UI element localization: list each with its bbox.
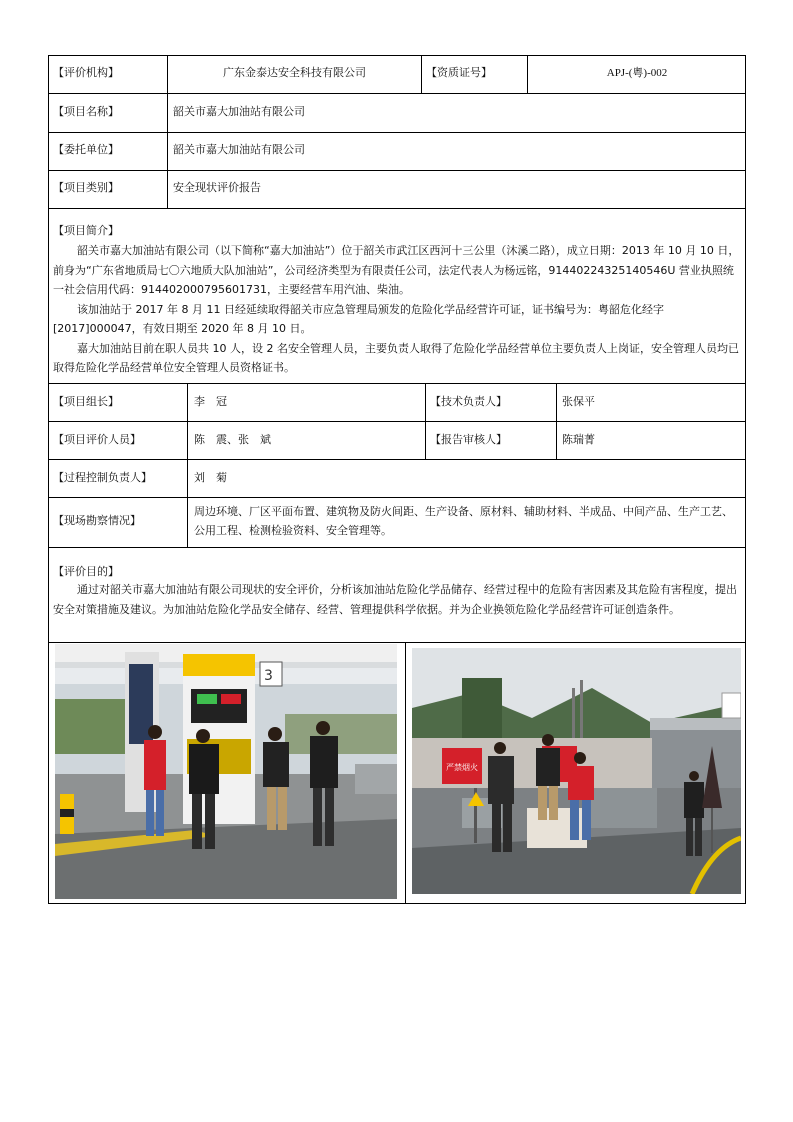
client-value: 韶关市嘉大加油站有限公司 [173, 143, 305, 156]
process-control-value: 刘 菊 [194, 471, 227, 484]
cert-no-label: 【资质证号】 [426, 66, 492, 79]
reviewer-label: 【报告审核人】 [430, 433, 507, 446]
tech-lead-label: 【技术负责人】 [430, 395, 507, 408]
process-control-label: 【过程控制负责人】 [53, 471, 152, 484]
evaluators-label: 【项目评价人员】 [53, 433, 141, 446]
purpose-text: 通过对韶关市嘉大加油站有限公司现状的安全评价，分析该加油站危险化学品储存、经营过程中的危险有害因素及其危险有害程度，提出安全对策措施及建议。为加油站危险化学品安全储存、经营、管理提供科学依据。并为企业换领危险化学品经营许可证创造条件。 [53, 583, 737, 616]
tech-lead-value: 张保平 [562, 395, 595, 408]
eval-org-label: 【评价机构】 [53, 66, 119, 79]
cert-no-value: APJ-(粤)-002 [606, 67, 668, 79]
project-type-value: 安全现状评价报告 [173, 181, 261, 194]
intro-paragraph-3: 嘉大加油站目前在职人员共 10 人，设 2 名安全管理人员，主要负责人取得了危险化学品经营单位主要负责人上岗证，安全管理人员均已取得危险化学品经营单位安全管理人员资格证书。 [53, 341, 739, 374]
intro-body [53, 241, 741, 378]
intro-paragraph-2: 该加油站于 2017 年 8 月 11 日经延续取得韶关市应急管理局颁发的危险化学品经营许可证，证书编号为：粤韶危化经字[2017]000047，有效日期至 2020 年 8 月 10 日。 [53, 302, 664, 335]
project-name-value: 韶关市嘉大加油站有限公司 [173, 105, 305, 118]
intro-paragraph-1: 韶关市嘉大加油站有限公司（以下简称“嘉大加油站”）位于韶关市武江区西河十三公里（沐溪二路），成立日期：2013 年 10 月 10 日，前身为“广东省地质局七〇六地质大队加油站”，公司经济类型为有限责任公司，法定代表人为杨远铭，91440224325140546U 营业执照统一社会信用代码：914402000795601731，主要经营车用汽油、柴油。 [53, 244, 740, 296]
site-photo-tank-area [412, 648, 741, 894]
evaluators-value: 陈 震、张 斌 [194, 433, 271, 446]
intro-title: 【项目简介】 [53, 224, 119, 237]
project-name-label: 【项目名称】 [53, 105, 119, 118]
site-survey-label: 【现场勘察情况】 [53, 514, 141, 527]
project-type-label: 【项目类别】 [53, 181, 119, 194]
warning-sign-text: 严禁烟火 [446, 763, 478, 772]
site-survey-value: 周边环境、厂区平面布置、建筑物及防火间距、生产设备、原材料、辅助材料、半成品、中间产品、生产工艺、公用工程、检测检验资料、安全管理等。 [194, 505, 733, 537]
purpose-title: 【评价目的】 [53, 565, 119, 578]
leader-value: 李 冠 [194, 395, 227, 408]
leader-label: 【项目组长】 [53, 395, 119, 408]
site-photo-pump [55, 644, 397, 899]
reviewer-value: 陈瑞菁 [562, 433, 595, 446]
eval-org-value: 广东金泰达安全科技有限公司 [223, 66, 366, 79]
client-label: 【委托单位】 [53, 143, 119, 156]
pump-number: 3 [264, 668, 273, 684]
